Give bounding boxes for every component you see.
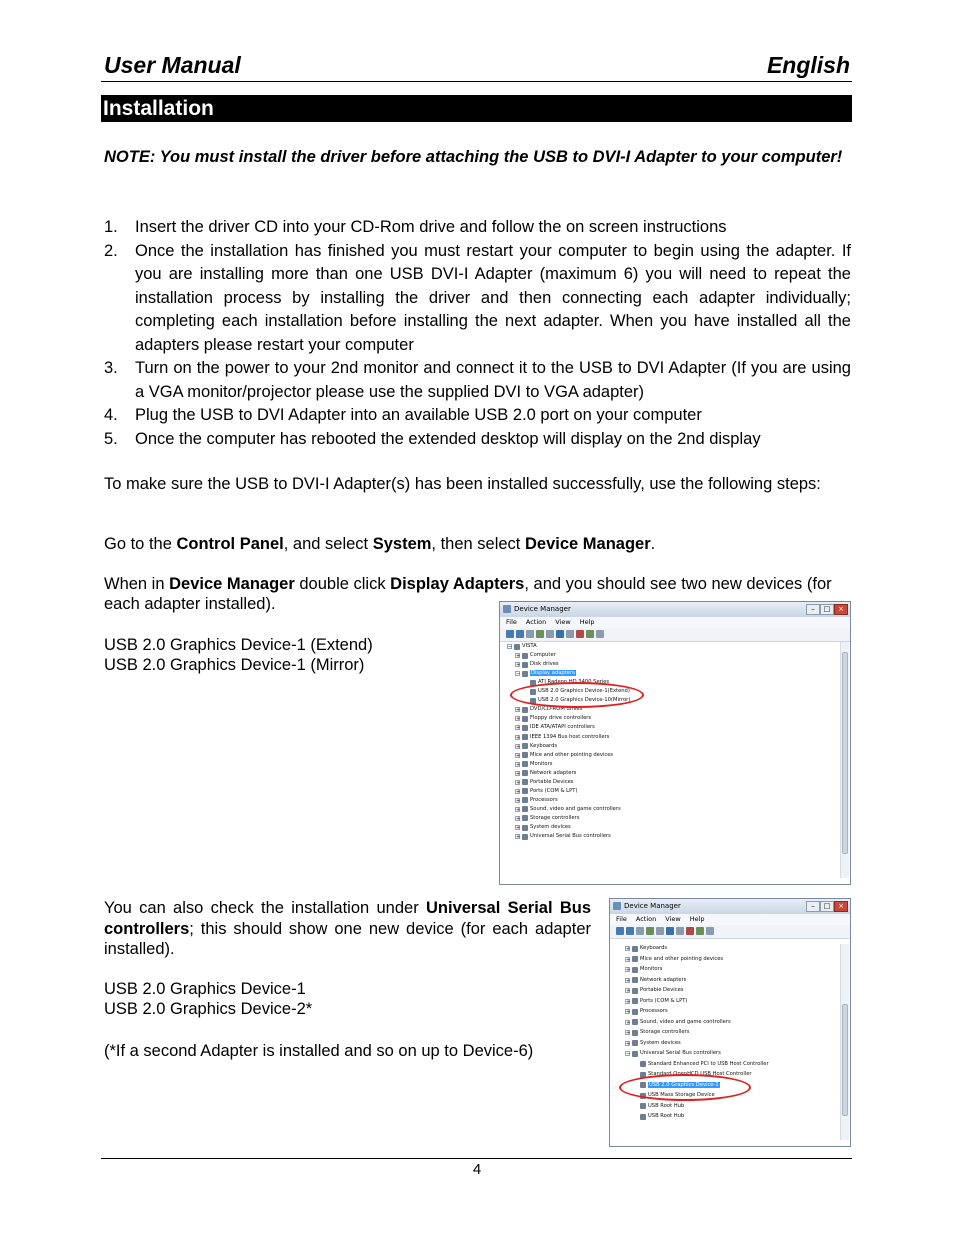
expand-icon[interactable]: + bbox=[516, 734, 521, 741]
tree-node-label: Mice and other pointing devices bbox=[640, 955, 724, 962]
tree-node-label: IDE ATA/ATAPI controllers bbox=[530, 724, 595, 731]
tree-node[interactable] bbox=[515, 723, 595, 732]
tree-node-label: IEEE 1394 Bus host controllers bbox=[530, 733, 610, 740]
menu-action[interactable]: Action bbox=[635, 915, 657, 923]
tree-node-label: Ports (COM & LPT) bbox=[530, 787, 578, 794]
when-text-2: double click bbox=[294, 575, 391, 593]
step-text: Plug the USB to DVI Adapter into an available USB 2.0 port on your computer bbox=[135, 406, 702, 424]
step-number: 5. bbox=[104, 429, 118, 448]
expand-icon[interactable]: + bbox=[516, 752, 521, 759]
toolbar-button-icon[interactable] bbox=[586, 630, 594, 638]
display-device-list bbox=[104, 635, 373, 675]
display-icon bbox=[522, 671, 528, 677]
menu-view[interactable]: View bbox=[665, 915, 681, 923]
step-number: 3. bbox=[104, 359, 118, 377]
tree-node-label: Display adapters bbox=[531, 670, 575, 677]
network-icon bbox=[522, 770, 528, 776]
dvd-icon bbox=[522, 707, 528, 713]
tree-node-label: Storage controllers bbox=[640, 1029, 690, 1035]
scrollbar-thumb[interactable] bbox=[842, 652, 848, 854]
goto-text-4: . bbox=[650, 535, 656, 553]
expand-icon[interactable]: + bbox=[516, 653, 521, 660]
scrollbar[interactable] bbox=[840, 944, 849, 1140]
scrollbar[interactable] bbox=[840, 642, 849, 878]
tree-node[interactable] bbox=[515, 787, 577, 796]
usb-check-text-1: You can also check the installation under bbox=[104, 899, 426, 917]
toolbar-button-icon[interactable] bbox=[706, 927, 714, 935]
window-title: Device Manager bbox=[514, 605, 571, 613]
toolbar-button-icon[interactable] bbox=[576, 630, 584, 638]
header-rule bbox=[101, 81, 852, 82]
tree-node-label: Portable Devices bbox=[640, 987, 684, 993]
tree-node[interactable] bbox=[625, 1018, 731, 1027]
monitor-icon bbox=[632, 967, 638, 973]
tree-node-label: Universal Serial Bus controllers bbox=[640, 1050, 721, 1056]
tree-node-label: Floppy drive controllers bbox=[530, 715, 592, 722]
tree-node-label: Keyboards bbox=[530, 742, 558, 749]
step-text: Once the installation has finished you must restart your computer to begin using the adapter. If you are installing more than one USB DVI-I Adapter (maximum 6) you will need to repeat the installation process by installing the driver and then connecting each adapter individually; completing each installation before installing the next adapter. When you have installed all the adapters please restart your computer bbox=[135, 241, 851, 354]
usb-icon bbox=[522, 834, 528, 840]
step-text: Once the computer has rebooted the extended desktop will display on the 2nd display bbox=[135, 429, 761, 448]
device-manager-label: Device Manager bbox=[169, 575, 295, 593]
step-number: 4. bbox=[104, 406, 118, 424]
usb-device-list bbox=[104, 979, 312, 1019]
sound-icon bbox=[522, 806, 528, 812]
bus-icon bbox=[522, 734, 528, 740]
tree-node[interactable] bbox=[625, 955, 723, 964]
tree-node[interactable] bbox=[515, 805, 621, 814]
expand-icon[interactable]: + bbox=[516, 834, 521, 841]
ide-icon bbox=[522, 725, 528, 731]
usb-device-item: USB 2.0 Graphics Device-2* bbox=[104, 1000, 313, 1018]
expand-icon[interactable]: + bbox=[626, 988, 631, 994]
tree-node-label: ATI Radeon HD 3400 Series bbox=[538, 679, 610, 686]
toolbar-button-icon[interactable] bbox=[676, 927, 684, 935]
expand-icon[interactable]: + bbox=[516, 707, 521, 714]
menu-file[interactable]: File bbox=[506, 618, 517, 626]
collapse-icon[interactable]: − bbox=[516, 671, 521, 678]
tree-node[interactable] bbox=[515, 751, 613, 760]
toolbar-button-icon[interactable] bbox=[686, 927, 694, 935]
step-item bbox=[104, 240, 851, 358]
tree-node[interactable] bbox=[515, 742, 557, 751]
maximize-icon[interactable]: □ bbox=[820, 901, 834, 912]
display-device-item: USB 2.0 Graphics Device-1 (Extend) bbox=[104, 636, 373, 654]
step-item bbox=[104, 216, 851, 240]
usb-check-instruction bbox=[104, 898, 591, 960]
portable-icon bbox=[522, 779, 528, 785]
menu-action[interactable]: Action bbox=[525, 618, 547, 626]
expand-icon[interactable]: + bbox=[626, 1030, 631, 1036]
expand-icon[interactable]: + bbox=[516, 797, 521, 804]
expand-icon[interactable]: + bbox=[516, 743, 521, 750]
tree-node[interactable] bbox=[515, 669, 576, 678]
usb-icon bbox=[632, 1051, 638, 1057]
expand-icon[interactable]: + bbox=[516, 825, 521, 831]
expand-icon[interactable]: + bbox=[516, 815, 521, 822]
menu-view[interactable]: View bbox=[555, 618, 571, 626]
menu-bar bbox=[610, 914, 850, 925]
tree-node[interactable] bbox=[507, 642, 537, 651]
goto-text-2: , and select bbox=[283, 535, 373, 553]
highlight-ellipse bbox=[619, 1074, 751, 1101]
header-language: English bbox=[766, 52, 850, 78]
expand-icon[interactable]: + bbox=[626, 977, 631, 984]
tree-node-label: Sound, video and game controllers bbox=[530, 805, 621, 812]
window-title-bar bbox=[500, 602, 850, 617]
expand-icon[interactable]: + bbox=[626, 1040, 631, 1047]
tree-node[interactable] bbox=[625, 1039, 681, 1048]
menu-help[interactable]: Help bbox=[689, 915, 705, 923]
tree-node[interactable] bbox=[515, 660, 559, 669]
portable-icon bbox=[632, 988, 638, 994]
port-icon bbox=[632, 998, 638, 1004]
step-item bbox=[104, 428, 851, 452]
processor-icon bbox=[522, 797, 528, 803]
expand-icon[interactable]: + bbox=[516, 806, 521, 813]
tree-node-label: USB 2.0 Graphics Device-1 bbox=[649, 1081, 719, 1088]
toolbar-button-icon[interactable] bbox=[526, 630, 534, 638]
processor-icon bbox=[632, 1009, 638, 1015]
collapse-icon[interactable]: − bbox=[508, 644, 513, 650]
tree-node-label: Sound, video and game controllers bbox=[640, 1018, 731, 1025]
toolbar-button-icon[interactable] bbox=[616, 927, 624, 935]
goto-text-1: Go to the bbox=[104, 535, 177, 553]
tree-node[interactable] bbox=[625, 986, 683, 995]
menu-help[interactable]: Help bbox=[579, 618, 595, 626]
minimize-icon[interactable]: – bbox=[806, 901, 820, 912]
toolbar-button-icon[interactable] bbox=[536, 630, 544, 638]
scrollbar-thumb[interactable] bbox=[842, 1004, 848, 1116]
toolbar-button-icon[interactable] bbox=[516, 630, 524, 638]
tree-node-label: VISTA bbox=[522, 643, 537, 649]
toolbar-button-icon[interactable] bbox=[656, 927, 664, 935]
monitor-icon bbox=[522, 761, 528, 767]
system-icon bbox=[632, 1040, 638, 1046]
system-label: System bbox=[372, 535, 432, 553]
device-manager-screenshot-display bbox=[499, 601, 851, 885]
tree-node[interactable] bbox=[515, 823, 571, 832]
goto-text-3: , then select bbox=[431, 535, 525, 553]
tree-node-label: Processors bbox=[640, 1008, 668, 1014]
storage-icon bbox=[632, 1030, 638, 1036]
tree-node-label: USB 2.0 Graphics Device-10(Mirror) bbox=[538, 697, 631, 704]
window-title-bar bbox=[610, 899, 850, 914]
menu-file[interactable]: File bbox=[616, 915, 627, 923]
tree-node-label: Monitors bbox=[640, 966, 663, 972]
tree-node-label: USB 2.0 Graphics Device-1(Extend) bbox=[538, 688, 630, 695]
mouse-icon bbox=[522, 752, 528, 758]
toolbar-button-icon[interactable] bbox=[696, 927, 704, 935]
disk-icon bbox=[522, 662, 528, 668]
device-manager-screenshot-usb bbox=[609, 898, 851, 1147]
step-text: Turn on the power to your 2nd monitor and connect it to the USB to DVI Adapter (If you are using a VGA monitor/projector please use the supplied DVI to VGA adapter) bbox=[135, 359, 851, 401]
sound-icon bbox=[632, 1019, 638, 1025]
usb-controllers-label: Universal Serial Bus controllers bbox=[104, 899, 592, 938]
tree-node-label: Ports (COM & LPT) bbox=[640, 997, 688, 1004]
tree-node[interactable] bbox=[633, 1060, 769, 1069]
window-title: Device Manager bbox=[624, 902, 681, 910]
tree-node-label: Computer bbox=[530, 652, 556, 659]
when-text-1: When in bbox=[104, 575, 170, 593]
tree-node[interactable] bbox=[515, 714, 591, 723]
tree-node[interactable] bbox=[515, 651, 556, 660]
device-manager-label: Device Manager bbox=[524, 535, 651, 553]
highlight-ellipse bbox=[510, 682, 644, 708]
expand-icon[interactable]: + bbox=[626, 956, 631, 963]
toolbar-button-icon[interactable] bbox=[626, 927, 634, 935]
toolbar-button-icon[interactable] bbox=[566, 630, 574, 638]
collapse-icon[interactable]: − bbox=[626, 1051, 631, 1057]
tree-node[interactable] bbox=[633, 1112, 684, 1121]
tree-node[interactable] bbox=[625, 1028, 689, 1037]
tree-node-label: Portable Devices bbox=[530, 778, 574, 785]
close-icon[interactable]: × bbox=[834, 901, 848, 912]
tree-node[interactable] bbox=[625, 944, 667, 953]
tree-node[interactable] bbox=[515, 769, 576, 778]
tree-node[interactable] bbox=[625, 1049, 721, 1058]
device-tree bbox=[613, 944, 840, 1140]
keyboard-icon bbox=[522, 743, 528, 749]
toolbar-button-icon[interactable] bbox=[506, 630, 514, 638]
header-title: User Manual bbox=[104, 52, 241, 78]
tree-node-label: Storage controllers bbox=[530, 814, 580, 821]
expand-icon[interactable]: + bbox=[516, 770, 521, 777]
close-icon[interactable]: × bbox=[834, 604, 848, 615]
toolbar bbox=[610, 925, 850, 939]
goto-instruction bbox=[104, 533, 851, 557]
tree-node[interactable] bbox=[515, 832, 611, 841]
tree-node[interactable] bbox=[515, 796, 558, 805]
toolbar-button-icon[interactable] bbox=[666, 927, 674, 935]
tree-node-label: Standard OpenHCD USB Host Controller bbox=[648, 1071, 752, 1077]
device-manager-icon bbox=[613, 902, 621, 910]
tree-node-label: Processors bbox=[530, 796, 558, 803]
usb-icon bbox=[640, 1061, 646, 1067]
install-note: NOTE: You must install the driver before attaching the USB to DVI-I Adapter to your computer! bbox=[104, 148, 843, 166]
step-item bbox=[104, 357, 851, 404]
page-number: 4 bbox=[472, 1161, 482, 1178]
port-icon bbox=[522, 788, 528, 794]
toolbar-button-icon[interactable] bbox=[636, 927, 644, 935]
network-icon bbox=[632, 977, 638, 983]
usb-footnote: (*If a second Adapter is installed and so on up to Device-6) bbox=[104, 1042, 534, 1060]
step-number: 2. bbox=[104, 241, 118, 260]
control-panel-label: Control Panel bbox=[176, 535, 284, 553]
minimize-icon[interactable]: – bbox=[806, 604, 820, 615]
computer-icon bbox=[514, 644, 520, 650]
tree-node-label: Mice and other pointing devices bbox=[530, 751, 614, 758]
device-tree bbox=[503, 642, 840, 878]
tree-node-label: USB Root Hub bbox=[648, 1113, 685, 1119]
expand-icon[interactable]: + bbox=[516, 662, 521, 669]
tree-node-label: USB Mass Storage Device bbox=[648, 1092, 715, 1098]
tree-node[interactable] bbox=[625, 997, 687, 1006]
tree-node[interactable] bbox=[625, 965, 662, 974]
tree-node-label: Disk drives bbox=[530, 661, 559, 668]
usb-icon bbox=[640, 1103, 646, 1109]
expand-icon[interactable]: + bbox=[626, 998, 631, 1005]
keyboard-icon bbox=[632, 946, 638, 952]
tree-node-label: Network adapters bbox=[530, 769, 577, 776]
tree-node-label: Network adapters bbox=[640, 976, 687, 983]
expand-icon[interactable]: + bbox=[516, 761, 521, 768]
usb-icon bbox=[640, 1114, 646, 1120]
tree-node[interactable] bbox=[515, 778, 573, 787]
tree-node-label: DVD/CD-ROM drives bbox=[530, 706, 583, 713]
toolbar-button-icon[interactable] bbox=[596, 630, 604, 638]
step-text: Insert the driver CD into your CD-Rom drive and follow the on screen instructions bbox=[135, 218, 727, 236]
usb-check-text-2: ; this should show one new device (for each adapter installed). bbox=[104, 919, 591, 958]
step-number: 1. bbox=[104, 218, 118, 236]
tree-node[interactable] bbox=[625, 976, 686, 985]
tree-node[interactable] bbox=[515, 760, 552, 769]
tree-node-label: Standard Enhanced PCI to USB Host Controller bbox=[648, 1060, 769, 1067]
tree-node-label: Keyboards bbox=[640, 945, 668, 951]
tree-node[interactable] bbox=[625, 1007, 668, 1016]
verify-intro: To make sure the USB to DVI-I Adapter(s) has been installed successfully, use the following steps: bbox=[104, 475, 821, 493]
toolbar-button-icon[interactable] bbox=[646, 927, 654, 935]
tree-node-label: Universal Serial Bus controllers bbox=[530, 833, 611, 840]
display-adapters-label: Display Adapters bbox=[390, 575, 525, 593]
tree-node-label: Monitors bbox=[530, 760, 553, 767]
install-steps bbox=[104, 216, 851, 451]
tree-node[interactable] bbox=[515, 814, 579, 823]
menu-bar bbox=[500, 617, 850, 628]
storage-icon bbox=[522, 815, 528, 821]
expand-icon[interactable]: + bbox=[626, 967, 631, 973]
tree-node-label: USB Root Hub bbox=[648, 1102, 685, 1109]
expand-icon[interactable]: + bbox=[516, 779, 521, 786]
tree-node-label: System devices bbox=[530, 824, 571, 830]
system-icon bbox=[522, 825, 528, 831]
mouse-icon bbox=[632, 956, 638, 962]
footer-rule bbox=[101, 1158, 852, 1159]
device-manager-icon bbox=[503, 605, 511, 613]
computer-icon bbox=[522, 653, 528, 659]
section-title: Installation bbox=[101, 95, 852, 122]
toolbar-button-icon[interactable] bbox=[546, 630, 554, 638]
expand-icon[interactable]: + bbox=[516, 788, 521, 795]
expand-icon[interactable]: + bbox=[626, 1009, 631, 1015]
toolbar-button-icon[interactable] bbox=[556, 630, 564, 638]
tree-node[interactable] bbox=[515, 733, 609, 742]
maximize-icon[interactable]: □ bbox=[820, 604, 834, 615]
when-text-3: , and you should see two new devices (for each adapter installed). bbox=[104, 575, 832, 613]
step-item bbox=[104, 404, 851, 428]
floppy-icon bbox=[522, 716, 528, 722]
toolbar bbox=[500, 628, 850, 642]
expand-icon[interactable]: + bbox=[626, 1019, 631, 1026]
expand-icon[interactable]: + bbox=[516, 716, 521, 723]
display-device-item: USB 2.0 Graphics Device-1 (Mirror) bbox=[104, 656, 365, 674]
expand-icon[interactable]: + bbox=[626, 946, 631, 952]
usb-device-item: USB 2.0 Graphics Device-1 bbox=[104, 980, 306, 998]
expand-icon[interactable]: + bbox=[516, 725, 521, 732]
tree-node-label: System devices bbox=[640, 1039, 681, 1046]
tree-node[interactable] bbox=[633, 1102, 684, 1111]
